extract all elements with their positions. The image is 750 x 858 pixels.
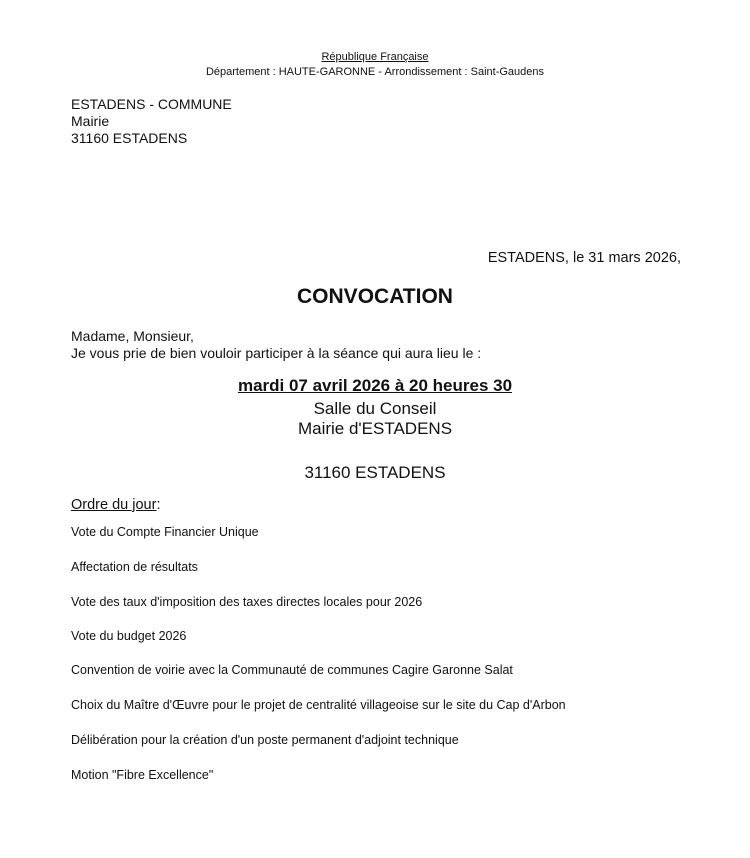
agenda-item: Délibération pour la création d'un poste permanent d'adjoint technique: [71, 733, 459, 747]
place-date: ESTADENS, le 31 mars 2026,: [487, 250, 681, 266]
agenda-heading-colon: :: [156, 497, 161, 513]
sender-line-1: ESTADENS - COMMUNE: [71, 96, 232, 112]
sender-line-3: 31160 ESTADENS: [71, 130, 188, 146]
meeting-building: Mairie d'ESTADENS: [297, 419, 453, 438]
agenda-item: Choix du Maître d'Œuvre pour le projet de centralité villageoise sur le site du Cap d'Arbon: [71, 698, 566, 712]
meeting-room: Salle du Conseil: [313, 399, 437, 418]
agenda-item: Vote du budget 2026: [71, 629, 187, 643]
agenda-item: Motion "Fibre Excellence": [71, 768, 214, 782]
greeting: Madame, Monsieur,: [71, 328, 194, 344]
meeting-city: 31160 ESTADENS: [304, 463, 446, 482]
agenda-item: Convention de voirie avec la Communauté de communes Cagire Garonne Salat: [71, 663, 513, 677]
salutation: [71, 328, 481, 362]
invitation-text: Je vous prie de bien vouloir participer à la séance qui aura lieu le :: [71, 345, 482, 361]
page-title: CONVOCATION: [297, 285, 453, 308]
agenda-item: Vote des taux d'imposition des taxes directes locales pour 2026: [71, 595, 423, 609]
agenda-heading: [71, 497, 160, 513]
meeting-datetime-text: mardi 07 avril 2026 à 20 heures 30: [237, 376, 513, 395]
republic-header: République Française: [321, 51, 429, 63]
agenda-item: Vote du Compte Financier Unique: [71, 525, 259, 539]
agenda-item: Affectation de résultats: [71, 560, 198, 574]
sender-line-2: Mairie: [71, 113, 110, 129]
agenda-heading-label: Ordre du jour: [71, 497, 157, 513]
meeting-datetime: [0, 376, 750, 396]
department-line: Département : HAUTE-GARONNE - Arrondissement : Saint-Gaudens: [205, 66, 545, 78]
